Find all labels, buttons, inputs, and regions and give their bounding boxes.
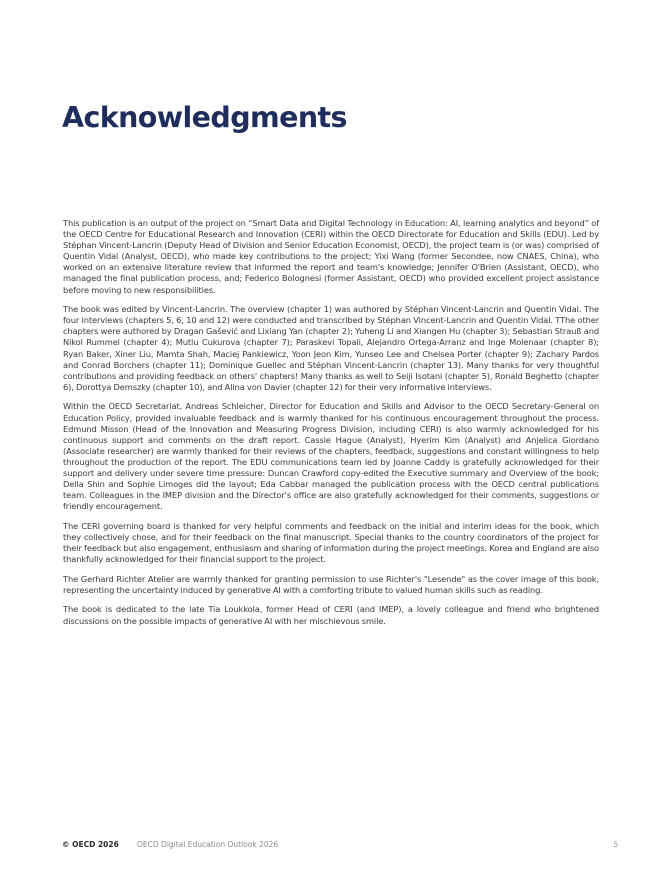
paragraph-dedication: The book is dedicated to the late Tia Loukkola, former Head of CERI (and IMEP), a lovely colleague and friend who brightened discussions on the possible impacts of generative AI with her mischievous smile. <box>63 604 599 626</box>
copyright-notice: © OECD 2026 <box>62 840 119 849</box>
publication-title: OECD Digital Education Outlook 2026 <box>137 840 279 849</box>
paragraph-chapter-authors: The book was edited by Vincent-Lancrin. The overview (chapter 1) was authored by Stéphan Vincent-Lancrin and Quentin Vidal. The four interviews (chapters 5, 6, 10 and 12) were conducted and transcribed by Stéphan Vincent-Lancrin and Quentin Vidal. TThe other chapters were authored by Dragan Gašević and Lixiang Yan (chapter 2); Yuheng Li and Xiangen Hu (chapter 3); Sebastian Strauß and Nikol Rummel (chapter 4); Mutlu Cukurova (chapter 7); Paraskevi Topali, Alejandro Ortega-Arranz and Inge Molenaar (chapter 8); Ryan Baker, Xiner Liu, Mamta Shah, Maciej Pankiewicz, Yoon Jeon Kim, Yunseo Lee and Chelsea Porter (chapter 9); Zachary Pardos and Conrad Borchers (chapter 11); Dominique Guellec and Stéphan Vincent-Lancrin (chapter 13). Many thanks for very thoughtful contributions and providing feedback on others' chapters! Many thanks as well to Seiji Isotani (chapter 5), Ronald Beghetto (chapter 6), Dorottya Demszky (chapter 10), and Alina von Davier (chapter 12) for their very informative interviews. <box>63 304 599 392</box>
paragraph-oecd-secretariat: Within the OECD Secretariat, Andreas Schleicher, Director for Education and Skills and Advisor to the OECD Secretary-General on Education Policy, provided invaluable feedback and is warmly thanked for his continuous encouragement throughout the process. Edmund Misson (Head of the Innovation and Measuring Progress Division, including CERI) is also warmly acknowledged for his continuous support and comments on the draft report. Cassie Hague (Analyst), Hyerim Kim (Analyst) and Anjelica Giordano (Associate researcher) are warmly thanked for their reviews of the chapters, feedback, suggestions and constant willingness to help throughout the production of the report. The EDU communications team led by Joanne Caddy is gratefully acknowledged for their support and delivery under severe time pressure: Duncan Crawford copy-edited the Executive summary and Overview of the book; Della Shin and Sophie Limoges did the layout; Eda Cabbar managed the publication process with the OECD central publications team. Colleagues in the IMEP division and the Director's office are also gratefully acknowledged for their comments, suggestions or friendly encouragement. <box>63 401 599 512</box>
page-title: Acknowledgments <box>62 101 347 134</box>
page-footer <box>62 839 618 851</box>
paragraph-cover-image: The Gerhard Richter Atelier are warmly thanked for granting permission to use Richter's "Lesende" as the cover image of this book, representing the uncertainty induced by generative AI with a comforting tribute to valued human skills such as reading. <box>63 573 599 595</box>
acknowledgments-body <box>63 218 599 635</box>
page-number: 5 <box>613 840 618 849</box>
paragraph-ceri-governing-board: The CERI governing board is thanked for very helpful comments and feedback on the initial and interim ideas for the book, which they collectively chose, and for their feedback on the final manuscript. Special thanks to the country coordinators of the project for their feedback but also engagement, enthusiasm and sharing of information during the project meetings. Korea and England are also thankfully acknowledged for their financial support to the project. <box>63 520 599 565</box>
paragraph-project-team: This publication is an output of the project on “Smart Data and Digital Technology in Education: AI, learning analytics and beyond” of the OECD Centre for Educational Research and Innovation (CERI) within the OECD Directorate for Education and Skills (EDU). Led by Stéphan Vincent-Lancrin (Deputy Head of Division and Senior Education Economist, OECD), the project team is (or was) comprised of Quentin Vidal (Analyst, OECD), who made key contributions to the project; Yixi Wang (former Secondee, now CNAES, China), who worked on an extensive literature review that informed the report and team's knowledge; Jennifer O'Brien (Assistant, OECD), who managed the final publication process, and; Federico Bolognesi (former Assistant, OECD) who provided excellent project assistance before moving to new responsibilities. <box>63 218 599 295</box>
